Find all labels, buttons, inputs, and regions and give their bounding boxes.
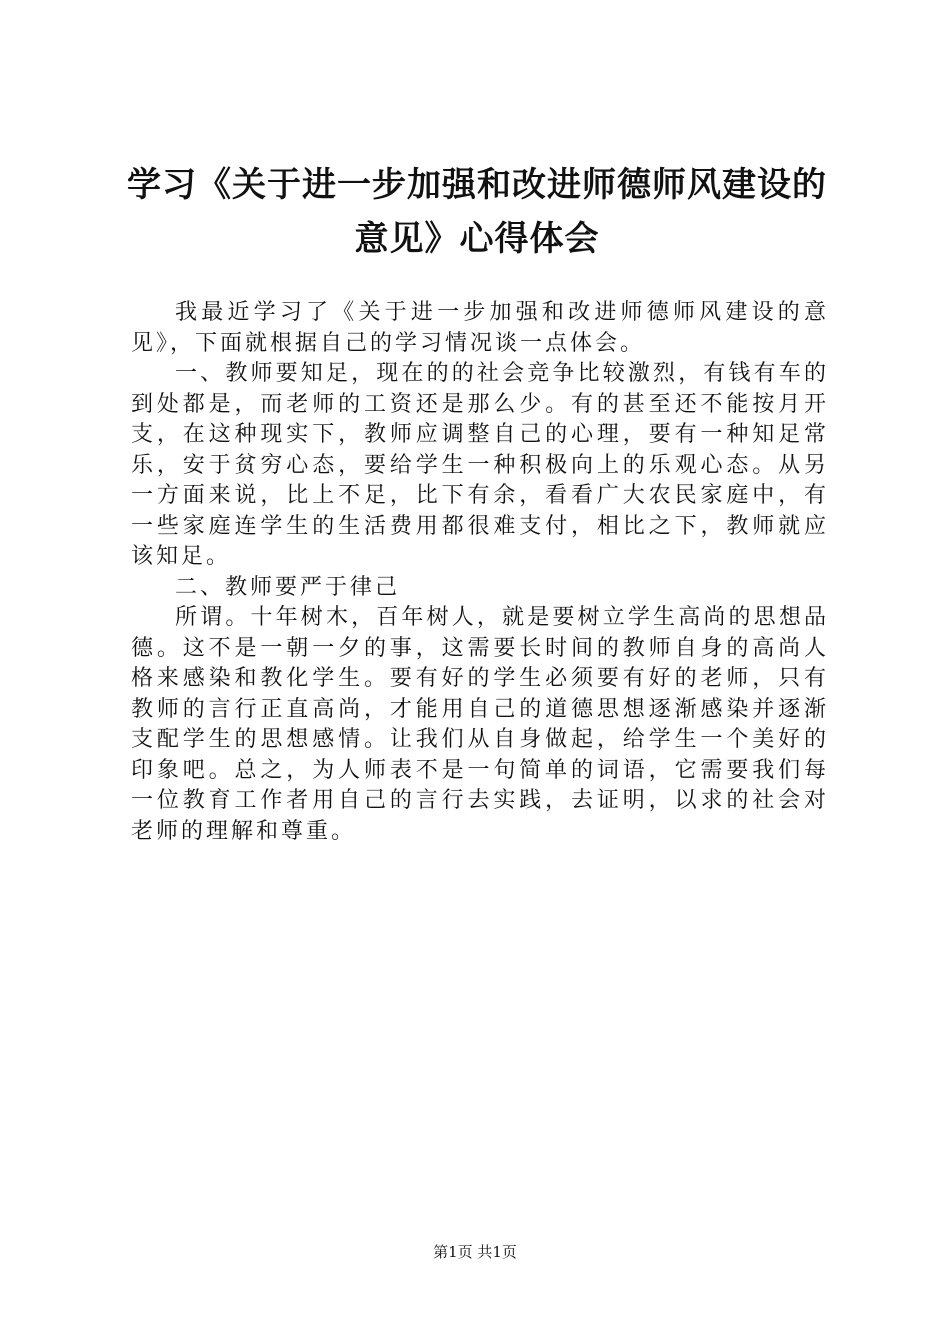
document-title: 学习《关于进一步加强和改进师德师风建设的意见》心得体会 (127, 165, 827, 259)
page-footer: 第1页 共1页 (433, 1243, 517, 1261)
paragraph-intro: 我最近学习了《关于进一步加强和改进师德师风建设的意见》，下面就根据自己的学习情况谈一点体会。 (131, 300, 829, 356)
heading-section-two: 二、教师要严于律己 (175, 574, 401, 600)
document-body (131, 298, 829, 847)
paragraph-section-two: 所谓。十年树木，百年树人，就是要树立学生高尚的思想品德。这不是一朝一夕的事，这需要长时间的教师自身的高尚人格来感染和教化学生。要有好的学生必须要有好的老师，只有教师的言行正直高尚，才能用自己的道德思想逐渐感染并逐渐支配学生的思想感情。让我们从自身做起，给学生一个美好的印象吧。总之，为人师表不是一句简单的词语，它需要我们每一位教育工作者用自己的言行去实践，去证明，以求的社会对老师的理解和尊重。 (131, 605, 829, 844)
paragraph-section-one: 一、教师要知足，现在的的社会竞争比较激烈，有钱有车的到处都是，而老师的工资还是那么少。有的甚至还不能按月开支，在这种现实下，教师应调整自己的心理，要有一种知足常乐，安于贫穷心态，要给学生一种积极向上的乐观心态。从另一方面来说，比上不足，比下有余，看看广大农民家庭中，有一些家庭连学生的生活费用都很难支付，相比之下，教师就应该知足。 (131, 361, 829, 569)
